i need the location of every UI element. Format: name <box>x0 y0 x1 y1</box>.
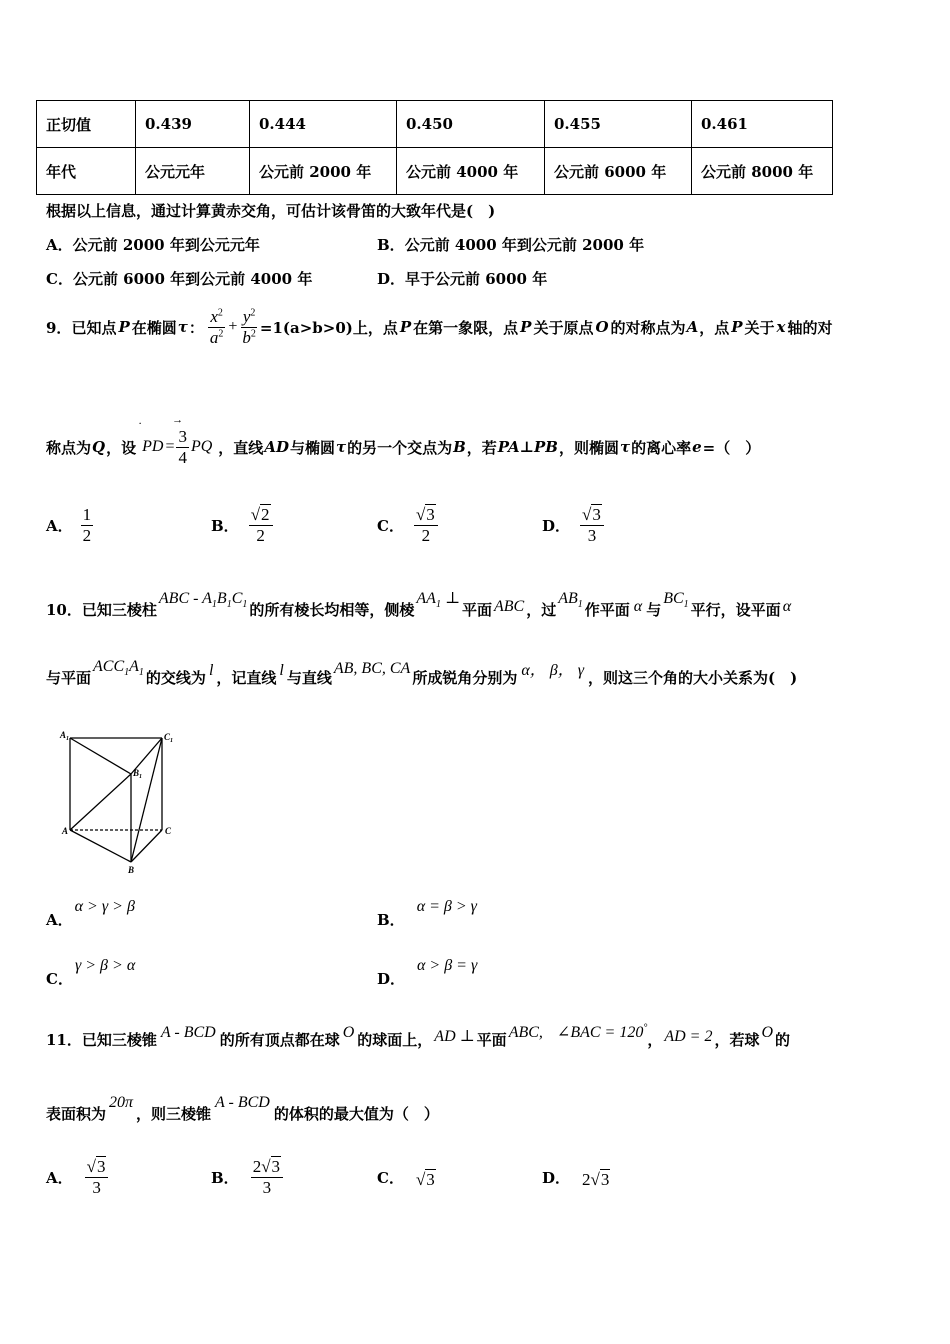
option-label: C． <box>46 970 73 988</box>
option-label: C． <box>377 516 404 535</box>
option-label: B． <box>211 516 239 535</box>
sqrt-sign: √ <box>415 504 426 524</box>
option-label: C． <box>46 270 73 288</box>
text: 作平面 <box>584 601 630 619</box>
option-label: A． <box>46 236 73 254</box>
text: ，则三棱锥 <box>136 1105 212 1123</box>
math-text: ∠BAC = 120 <box>556 1024 644 1041</box>
question-9-line2 <box>46 412 760 482</box>
radicand: 3 <box>96 1156 106 1176</box>
denominator: 2 <box>256 525 265 545</box>
vector-pd: PD <box>142 438 164 455</box>
text: 的 <box>775 1031 791 1049</box>
q9-option-c <box>377 498 438 552</box>
text: 已知三棱锥 <box>81 1031 157 1049</box>
radicand: 2 <box>261 504 270 524</box>
q10-option-a <box>46 896 135 930</box>
ellipse-term-x <box>208 308 226 347</box>
math-l: l <box>208 662 214 679</box>
sqrt-expression: √3 <box>415 1170 435 1189</box>
text: 的离心率 <box>631 438 692 457</box>
question-10-line2 <box>46 654 797 688</box>
accent-arrow: → <box>172 413 184 426</box>
text: 的交线为 <box>145 669 206 687</box>
radicand: 3 <box>426 1170 435 1189</box>
option-label: D． <box>377 270 406 288</box>
text: 平面 <box>476 1031 507 1049</box>
text: 已知三棱柱 <box>81 601 157 619</box>
table-cell: 0.444 <box>250 101 397 148</box>
q10-option-c <box>46 955 135 989</box>
radicand: 3 <box>426 504 435 524</box>
option-expression: α > γ > β <box>74 898 135 915</box>
option-text: 公元前 6000 年到公元前 4000 年 <box>72 270 313 288</box>
q11-option-b <box>211 1150 283 1204</box>
math-area: 20π <box>109 1094 134 1111</box>
text: ，则椭圆 <box>558 438 619 457</box>
table-cell: 0.461 <box>692 101 833 148</box>
option-expression: α > β = γ <box>417 957 478 974</box>
text: 表面积为 <box>46 1105 107 1123</box>
denominator: 4 <box>178 447 187 467</box>
math-alpha: α <box>633 598 643 615</box>
math-sub: 1 <box>683 599 689 610</box>
option-label: C． <box>377 1168 404 1187</box>
option-text: 公元前 2000 年到公元元年 <box>72 236 260 254</box>
math-o: O <box>342 1024 355 1041</box>
fraction <box>81 506 94 545</box>
label-b: B <box>128 865 135 875</box>
math-l: l <box>279 662 284 679</box>
accent-dot: · <box>138 415 143 430</box>
math-abc: ABC <box>494 598 525 615</box>
option-label: A． <box>46 516 73 535</box>
text: 与直线 <box>286 669 332 687</box>
question-9-line1 <box>46 302 832 352</box>
math-text: ABC - A <box>158 589 212 607</box>
fraction <box>249 506 273 545</box>
segment-ab1 <box>70 774 131 830</box>
math-alpha: α <box>782 598 792 615</box>
sqrt-expression: 2√3 <box>582 1170 610 1189</box>
option-text: 早于公元前 6000 年 <box>405 270 548 288</box>
denominator: 2 <box>421 525 431 545</box>
option-label: D． <box>377 970 406 988</box>
text: 在椭圆 <box>131 318 177 337</box>
var-tau: τ <box>620 438 631 456</box>
text: 与平面 <box>46 669 92 687</box>
q11-option-d <box>542 1150 610 1204</box>
text: 的所有棱长均相等，侧棱 <box>249 601 415 619</box>
math-ab1 <box>558 590 583 610</box>
sqrt-sign: √ <box>250 504 261 524</box>
math-sub: 1 <box>577 599 583 610</box>
math-angles: α， β， γ <box>521 662 585 679</box>
question-number: 11． <box>46 1031 82 1049</box>
math-text: B <box>216 589 227 607</box>
math-plus: + <box>228 318 238 335</box>
table-cell: 公元前 8000 年 <box>692 148 833 195</box>
fraction <box>414 506 438 545</box>
var-tau: τ <box>177 318 188 336</box>
table-cell: 公元前 2000 年 <box>250 148 397 195</box>
math-plane: ABC, <box>508 1024 543 1041</box>
math-exp: 2 <box>250 327 256 339</box>
text: =（ ） <box>702 438 761 457</box>
math-sub: 1 <box>138 667 144 678</box>
math-y: y <box>242 306 251 326</box>
q8-option-c <box>46 268 312 289</box>
coefficient: 2 <box>582 1170 591 1189</box>
table-cell: 正切值 <box>37 101 136 148</box>
math-perp: ⊥ <box>444 589 460 607</box>
math-text: AB <box>558 589 578 607</box>
text: ，过 <box>526 601 557 619</box>
text: 的对称点为 <box>610 318 686 337</box>
math-sub: 1 <box>211 599 217 610</box>
math-ad: AD = 2 <box>664 1028 713 1045</box>
math-degree: ° <box>643 1022 648 1034</box>
math-text: A <box>129 657 139 675</box>
text: 与 <box>646 601 662 619</box>
option-expression: γ > β > α <box>74 957 136 974</box>
denominator: 3 <box>92 1177 101 1197</box>
question-number: 10． <box>46 601 82 619</box>
question-11-line2 <box>46 1090 439 1124</box>
option-expression: α = β > γ <box>416 898 477 915</box>
text: 与椭圆 <box>289 438 335 457</box>
denominator: 2 <box>82 525 92 545</box>
denominator: 3 <box>587 525 597 545</box>
text: ： <box>188 318 204 337</box>
text: ，直线 <box>218 438 264 457</box>
fraction <box>580 506 604 545</box>
prism-figure <box>56 726 186 876</box>
var-tau: τ <box>335 438 347 456</box>
var-p: P <box>731 318 743 336</box>
math-x: x <box>210 306 218 326</box>
denominator: 3 <box>262 1177 272 1197</box>
numerator: 3 <box>178 426 187 446</box>
text: 关于原点 <box>533 318 594 337</box>
question-8-text: 根据以上信息，通过计算黄赤交角，可估计该骨笛的大致年代是( ) <box>46 202 496 220</box>
q11-option-a <box>46 1150 108 1204</box>
edge-a1b1 <box>70 738 131 774</box>
table-cell: 公元前 4000 年 <box>397 148 545 195</box>
var-q: Q <box>92 438 106 456</box>
var-ad: AD <box>264 438 289 456</box>
var-a: A <box>686 318 699 336</box>
text: 已知点 <box>71 318 117 337</box>
text: 的球面上， <box>357 1031 433 1049</box>
q8-option-a <box>46 234 260 255</box>
text: 的体积的最大值为（ ） <box>273 1105 439 1123</box>
var-x: x <box>776 318 786 336</box>
label-a1: $A_1$ <box>60 730 70 742</box>
table-cell: 公元元年 <box>136 148 250 195</box>
q9-option-b <box>211 498 273 552</box>
math-o: O <box>761 1024 774 1041</box>
label-b1: $B_1$ <box>133 768 143 780</box>
q9-option-a <box>46 498 93 552</box>
option-label: A． <box>46 1168 73 1187</box>
ellipse-term-y <box>240 308 258 347</box>
var-p: P <box>399 318 412 336</box>
numerator: 1 <box>82 504 92 524</box>
radicand: 3 <box>271 1156 281 1176</box>
table-cell: 0.450 <box>397 101 545 148</box>
math-text: C <box>231 589 243 607</box>
math-aa1 <box>416 588 460 610</box>
option-label: B． <box>211 1168 239 1187</box>
option-text: 公元前 4000 年到公元前 2000 年 <box>404 236 645 254</box>
math-bc1 <box>663 590 688 610</box>
q8-option-d <box>377 268 547 289</box>
label-c: C <box>165 826 172 836</box>
text: ，则这三个角的大小关系为( ) <box>588 669 798 687</box>
option-label: D． <box>542 1168 571 1187</box>
text: ，设 <box>106 438 137 457</box>
fraction <box>176 428 189 467</box>
math-perp: PA⊥PB <box>497 438 558 456</box>
text: 轴的对 <box>787 318 833 337</box>
var-o: O <box>595 318 609 336</box>
text: 平行，设平面 <box>690 601 781 619</box>
table-row <box>37 148 833 195</box>
math-text: ACC <box>93 657 125 675</box>
table-cell: 0.455 <box>545 101 692 148</box>
text: 在第一象限，点 <box>413 318 519 337</box>
text: ，若球 <box>714 1031 760 1049</box>
math-exp: 2 <box>250 307 256 318</box>
text: 所成锐角分别为 <box>412 669 518 687</box>
math-sub: 1 <box>435 599 441 610</box>
radicand: 3 <box>600 1170 610 1189</box>
text: 平面 <box>461 601 492 619</box>
text: ，记直线 <box>216 669 277 687</box>
label-c1: $C_1$ <box>164 732 174 744</box>
var-e: e <box>692 438 702 456</box>
text: ，若 <box>466 438 497 457</box>
math-sub: 1 <box>226 599 232 610</box>
math-text: AA <box>416 589 436 607</box>
math-lines: AB, BC, CA <box>333 660 411 677</box>
table-cell: 公元前 6000 年 <box>545 148 692 195</box>
option-label: D． <box>542 516 571 535</box>
math-eq: = <box>165 438 175 455</box>
text: 关于 <box>744 318 775 337</box>
math-exp: 2 <box>218 327 224 339</box>
q10-option-b <box>377 896 477 930</box>
option-label: B． <box>377 911 405 929</box>
table-cell: 0.439 <box>136 101 250 148</box>
table-cell: 年代 <box>37 148 136 195</box>
q9-option-d <box>542 498 604 552</box>
math-acc1a1 <box>93 658 144 678</box>
radicand: 3 <box>592 504 601 524</box>
math-pyramid: A - BCD <box>160 1024 216 1041</box>
fraction: $\frac{√3}{3}$ <box>85 1158 109 1197</box>
vector-equation <box>138 413 213 467</box>
q10-option-d <box>377 955 477 989</box>
math-angle <box>557 1022 647 1042</box>
var-b: B <box>453 438 466 456</box>
math-text: BC <box>663 589 684 607</box>
option-label: A． <box>46 911 73 929</box>
text: ，点 <box>699 318 730 337</box>
var-p: P <box>520 318 532 336</box>
option-label: B． <box>377 236 405 254</box>
var-p: P <box>118 318 130 336</box>
math-pyramid: A - BCD <box>215 1094 270 1111</box>
math-exp: 2 <box>217 307 223 318</box>
vector-pq: PQ <box>190 438 213 455</box>
math-b: b <box>242 327 251 347</box>
math-sub: 1 <box>124 667 130 678</box>
text: 称点为 <box>46 438 92 457</box>
math-sub: 1 <box>242 599 248 610</box>
question-10-line1 <box>46 586 791 620</box>
text: 的另一个交点为 <box>347 438 453 457</box>
label-a: A <box>62 826 69 836</box>
math-prism <box>159 590 247 610</box>
table-row <box>37 101 833 148</box>
coefficient: 2 <box>252 1156 262 1176</box>
question-11-line1 <box>46 1016 790 1050</box>
q8-option-b <box>377 234 644 255</box>
text: ， <box>647 1031 663 1049</box>
question-number: 9． <box>46 318 72 337</box>
edge-ab <box>70 830 131 862</box>
data-table <box>36 100 833 195</box>
text: =1(a>b>0)上，点 <box>259 318 398 337</box>
fraction: $\frac{2√3}{3}$ <box>251 1158 283 1197</box>
text: 的所有顶点都在球 <box>219 1031 340 1049</box>
q11-option-c <box>377 1150 436 1204</box>
math-a: a <box>209 327 219 347</box>
sqrt-sign: √ <box>582 504 592 524</box>
math-perp: AD ⊥ <box>434 1028 475 1045</box>
